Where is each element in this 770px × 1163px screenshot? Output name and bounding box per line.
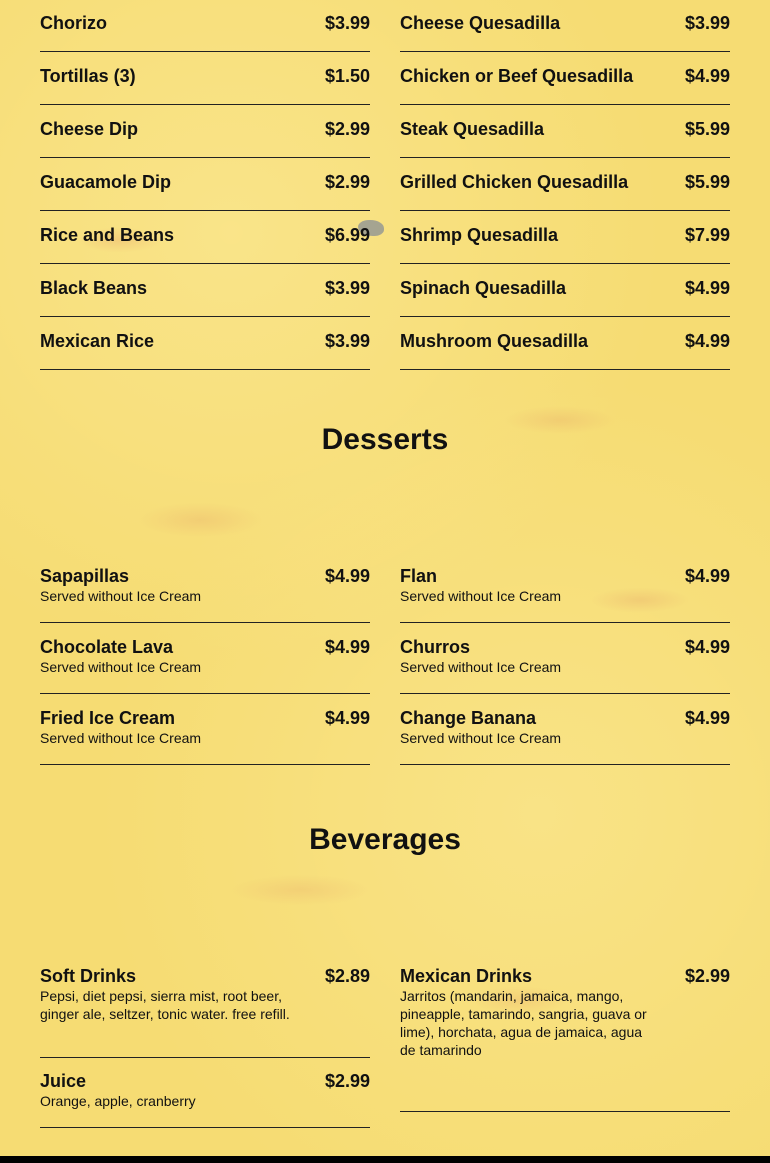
item-description: Jarritos (mandarin, jamaica, mango, pineapple, tamarindo, sangria, guava or lime), horchata, agua de jamaica, agua de tamarindo <box>400 988 647 1058</box>
item-description: Served without Ice Cream <box>400 659 562 675</box>
item-name: Mexican Rice <box>40 331 155 351</box>
menu-item <box>40 106 370 158</box>
top-right-column <box>400 0 730 371</box>
menu-item <box>400 553 730 623</box>
menu-item <box>40 553 370 623</box>
item-description: Served without Ice Cream <box>400 588 562 604</box>
menu-item <box>40 212 370 264</box>
item-price: $5.99 <box>684 119 730 139</box>
menu-item <box>400 624 730 694</box>
item-name: Chicken or Beef Quesadilla <box>400 66 634 86</box>
item-name: Chorizo <box>40 13 107 33</box>
item-name: Churros <box>400 637 471 657</box>
item-name: Soft Drinks <box>40 966 137 986</box>
item-name: Mushroom Quesadilla <box>400 331 589 351</box>
menu-item <box>40 265 370 317</box>
desserts-left-column <box>40 553 370 766</box>
menu-item <box>40 624 370 694</box>
menu-item <box>400 0 730 52</box>
item-name: Cheese Dip <box>40 119 139 139</box>
beverages-right-column <box>400 953 730 1112</box>
item-description: Served without Ice Cream <box>40 588 202 604</box>
menu-item <box>400 953 730 1112</box>
item-price: $2.89 <box>324 966 370 986</box>
item-name: Sapapillas <box>40 566 130 586</box>
item-price: $4.99 <box>684 278 730 298</box>
menu-item <box>40 53 370 105</box>
item-description: Orange, apple, cranberry <box>40 1093 196 1109</box>
item-name: Chocolate Lava <box>40 637 174 657</box>
item-description: Served without Ice Cream <box>40 659 202 675</box>
item-price: $3.99 <box>324 13 370 33</box>
item-price: $7.99 <box>684 225 730 245</box>
item-name: Shrimp Quesadilla <box>400 225 559 245</box>
item-price: $2.99 <box>324 119 370 139</box>
item-description: Served without Ice Cream <box>40 730 202 746</box>
item-price: $1.50 <box>324 66 370 86</box>
menu-item <box>400 318 730 370</box>
item-name: Spinach Quesadilla <box>400 278 567 298</box>
item-price: $3.99 <box>684 13 730 33</box>
menu-item <box>400 106 730 158</box>
menu-item <box>400 53 730 105</box>
item-name: Tortillas (3) <box>40 66 136 86</box>
item-name: Steak Quesadilla <box>400 119 545 139</box>
menu-item <box>40 695 370 765</box>
item-price: $5.99 <box>684 172 730 192</box>
item-price: $2.99 <box>324 1071 370 1091</box>
item-name: Mexican Drinks <box>400 966 533 986</box>
menu-item <box>40 318 370 370</box>
item-price: $4.99 <box>324 566 370 586</box>
item-price: $6.99 <box>324 225 370 245</box>
menu-item <box>400 212 730 264</box>
item-price: $4.99 <box>324 637 370 657</box>
item-name: Black Beans <box>40 278 148 298</box>
item-price: $4.99 <box>684 66 730 86</box>
menu-item <box>400 265 730 317</box>
item-name: Flan <box>400 566 438 586</box>
menu-item <box>40 953 370 1058</box>
menu-item <box>40 159 370 211</box>
desserts-heading: Desserts <box>321 423 449 456</box>
item-price: $4.99 <box>684 708 730 728</box>
footer-bar <box>0 1156 770 1163</box>
desserts-right-column <box>400 553 730 766</box>
item-price: $2.99 <box>324 172 370 192</box>
item-name: Cheese Quesadilla <box>400 13 561 33</box>
beverages-left-column <box>40 953 370 1128</box>
item-name: Juice <box>40 1071 87 1091</box>
item-price: $2.99 <box>684 966 730 986</box>
item-description: Served without Ice Cream <box>400 730 562 746</box>
menu-item <box>40 0 370 52</box>
item-price: $4.99 <box>684 331 730 351</box>
menu-item <box>400 159 730 211</box>
item-price: $4.99 <box>324 708 370 728</box>
item-description: Pepsi, diet pepsi, sierra mist, root beer, ginger ale, seltzer, tonic water. free refill. <box>40 988 290 1022</box>
item-name: Fried Ice Cream <box>40 708 176 728</box>
menu-item <box>400 695 730 765</box>
item-name: Guacamole Dip <box>40 172 172 192</box>
item-price: $4.99 <box>684 637 730 657</box>
beverages-heading: Beverages <box>309 823 461 856</box>
item-name: Rice and Beans <box>40 225 175 245</box>
item-price: $4.99 <box>684 566 730 586</box>
item-price: $3.99 <box>324 331 370 351</box>
item-name: Change Banana <box>400 708 537 728</box>
item-price: $3.99 <box>324 278 370 298</box>
item-name: Grilled Chicken Quesadilla <box>400 172 629 192</box>
top-left-column <box>40 0 370 371</box>
menu-item <box>40 1058 370 1128</box>
